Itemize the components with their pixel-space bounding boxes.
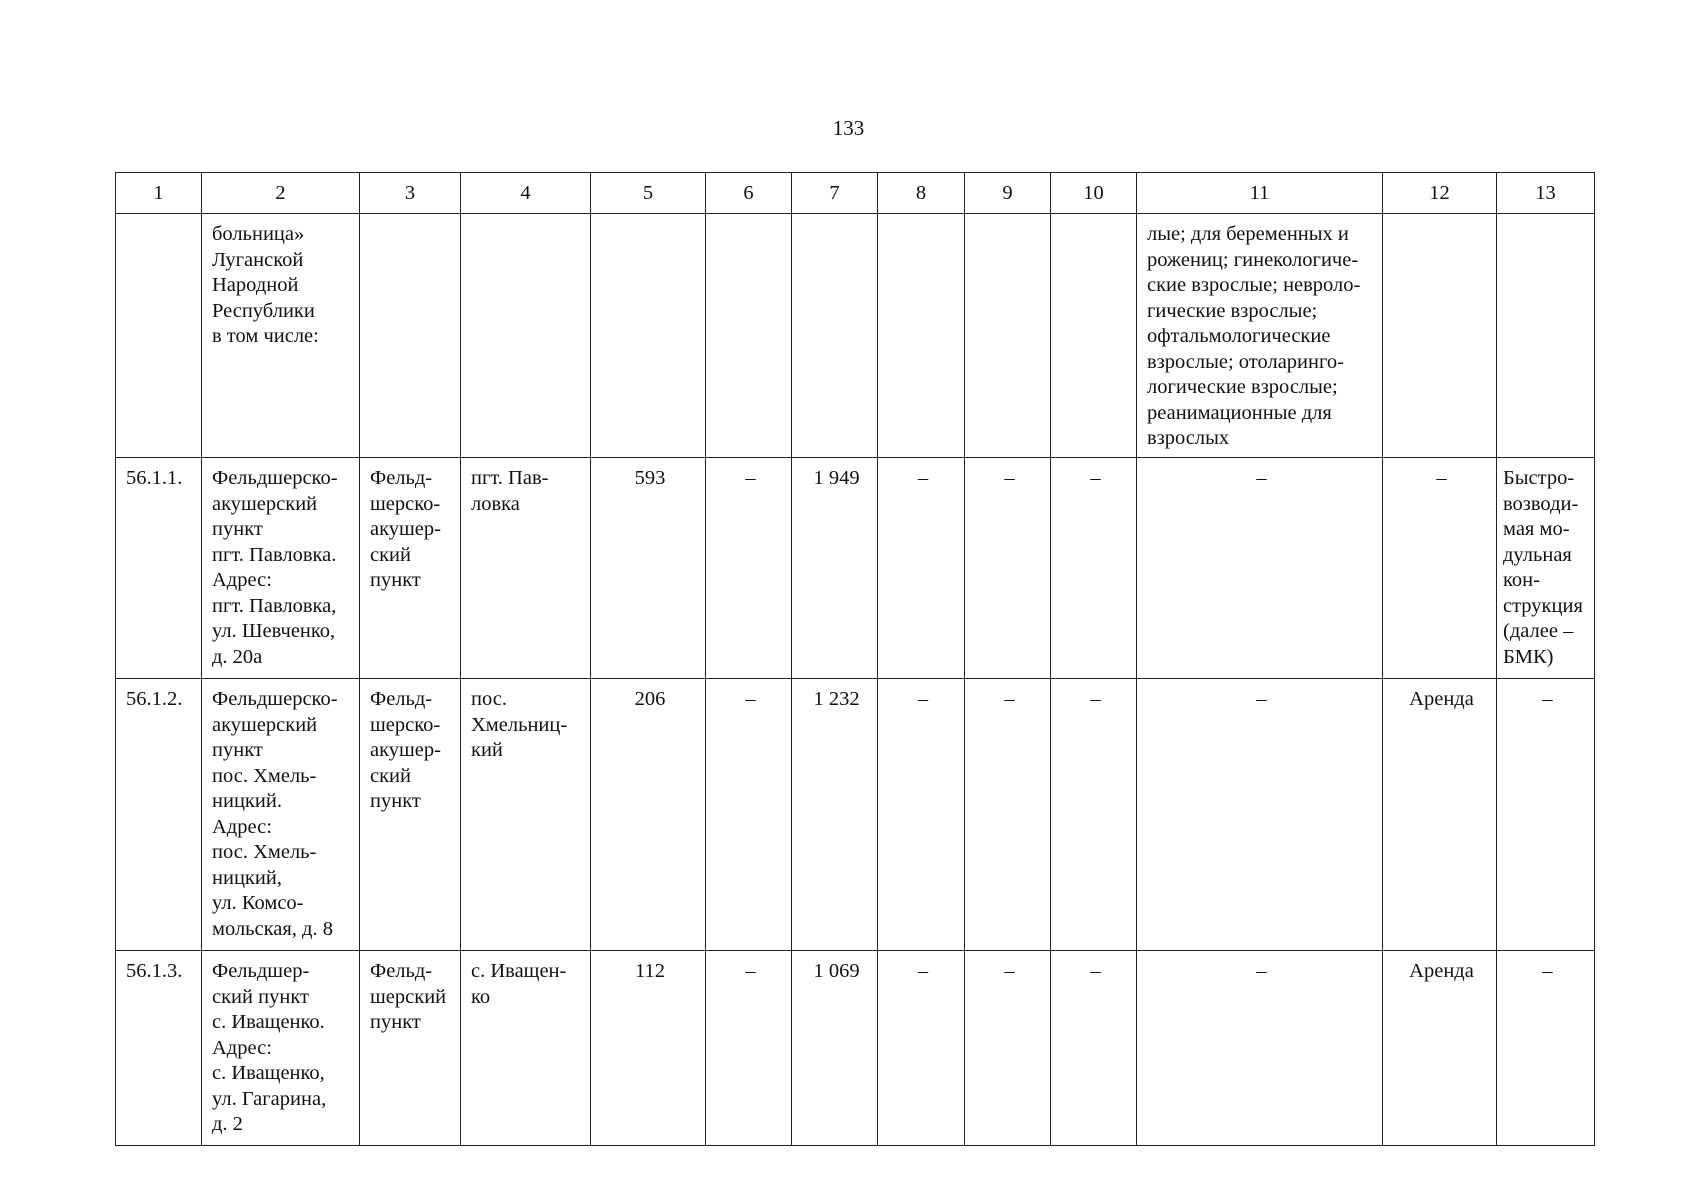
cell-c8: – bbox=[878, 951, 965, 1146]
cell-c10 bbox=[1051, 214, 1137, 458]
cell-c8 bbox=[878, 214, 965, 458]
cell-c10: – bbox=[1051, 951, 1137, 1146]
col-header-11: 11 bbox=[1137, 173, 1383, 214]
cell-c9 bbox=[965, 214, 1051, 458]
col-header-9: 9 bbox=[965, 173, 1051, 214]
cell-c13: Быстро- возводи- мая мо- дульная кон- струкция (далее – БМК) bbox=[1497, 458, 1595, 679]
cell-type: Фельд- шерско- акушер- ский пункт bbox=[360, 679, 461, 951]
cell-num: 56.1.2. bbox=[116, 679, 202, 951]
cell-name: Фельдшер- ский пункт с. Иващенко. Адрес: с. Иващенко, ул. Гагарина, д. 2 bbox=[202, 951, 360, 1146]
cell-c9: – bbox=[965, 458, 1051, 679]
cell-locality: пос. Хмельниц- кий bbox=[461, 679, 591, 951]
cell-c12: – bbox=[1383, 458, 1497, 679]
cell-c7: 1 069 bbox=[792, 951, 878, 1146]
column-number-row bbox=[116, 173, 1595, 214]
cell-c5: 112 bbox=[591, 951, 706, 1146]
cell-c13: – bbox=[1497, 951, 1595, 1146]
cell-type: Фельд- шерско- акушер- ский пункт bbox=[360, 458, 461, 679]
cell-c8: – bbox=[878, 458, 965, 679]
cell-type bbox=[360, 214, 461, 458]
cell-c7: 1 949 bbox=[792, 458, 878, 679]
col-header-12: 12 bbox=[1383, 173, 1497, 214]
cell-name: Фельдшерско- акушерский пункт пос. Хмель- ницкий. Адрес: пос. Хмель- ницкий, ул. Комсо- мольская, д. 8 bbox=[202, 679, 360, 951]
cell-c12: Аренда bbox=[1383, 951, 1497, 1146]
cell-c12: Аренда bbox=[1383, 679, 1497, 951]
cell-c7: 1 232 bbox=[792, 679, 878, 951]
continuation-row bbox=[116, 214, 1595, 458]
col-header-8: 8 bbox=[878, 173, 965, 214]
cell-c9: – bbox=[965, 679, 1051, 951]
col-header-10: 10 bbox=[1051, 173, 1137, 214]
cell-c5 bbox=[591, 214, 706, 458]
cell-c13 bbox=[1497, 214, 1595, 458]
cell-c11: – bbox=[1137, 951, 1383, 1146]
cell-name: Фельдшерско- акушерский пункт пгт. Павловка. Адрес: пгт. Павловка, ул. Шевченко, д. 20а bbox=[202, 458, 360, 679]
facilities-table bbox=[115, 172, 1595, 1146]
cell-num bbox=[116, 214, 202, 458]
cell-c6: – bbox=[706, 951, 792, 1146]
cell-name: больница» Луганской Народной Республики в том числе: bbox=[202, 214, 360, 458]
col-header-1: 1 bbox=[116, 173, 202, 214]
table-row bbox=[116, 458, 1595, 679]
table-row bbox=[116, 679, 1595, 951]
col-header-4: 4 bbox=[461, 173, 591, 214]
cell-c13: – bbox=[1497, 679, 1595, 951]
cell-c11: – bbox=[1137, 458, 1383, 679]
cell-c5: 206 bbox=[591, 679, 706, 951]
cell-c11: – bbox=[1137, 679, 1383, 951]
cell-c10: – bbox=[1051, 679, 1137, 951]
table-row bbox=[116, 951, 1595, 1146]
cell-locality bbox=[461, 214, 591, 458]
cell-c9: – bbox=[965, 951, 1051, 1146]
col-header-7: 7 bbox=[792, 173, 878, 214]
cell-c6 bbox=[706, 214, 792, 458]
cell-c12 bbox=[1383, 214, 1497, 458]
cell-type: Фельд- шерский пункт bbox=[360, 951, 461, 1146]
col-header-2: 2 bbox=[202, 173, 360, 214]
cell-c10: – bbox=[1051, 458, 1137, 679]
col-header-13: 13 bbox=[1497, 173, 1595, 214]
cell-c6: – bbox=[706, 458, 792, 679]
page-number: 133 bbox=[832, 116, 865, 140]
col-header-6: 6 bbox=[706, 173, 792, 214]
col-header-3: 3 bbox=[360, 173, 461, 214]
cell-num: 56.1.3. bbox=[116, 951, 202, 1146]
cell-num: 56.1.1. bbox=[116, 458, 202, 679]
cell-c7 bbox=[792, 214, 878, 458]
cell-locality: пгт. Пав- ловка bbox=[461, 458, 591, 679]
cell-c5: 593 bbox=[591, 458, 706, 679]
cell-c8: – bbox=[878, 679, 965, 951]
col-header-5: 5 bbox=[591, 173, 706, 214]
cell-beds: лые; для беременных и рожениц; гинекологиче- ские взрослые; невроло- гические взрослые; офтальмологические взрослые; отоларинго- логические взрослые; реанимационные для взрослых bbox=[1137, 214, 1383, 458]
cell-c6: – bbox=[706, 679, 792, 951]
cell-locality: с. Иващен- ко bbox=[461, 951, 591, 1146]
